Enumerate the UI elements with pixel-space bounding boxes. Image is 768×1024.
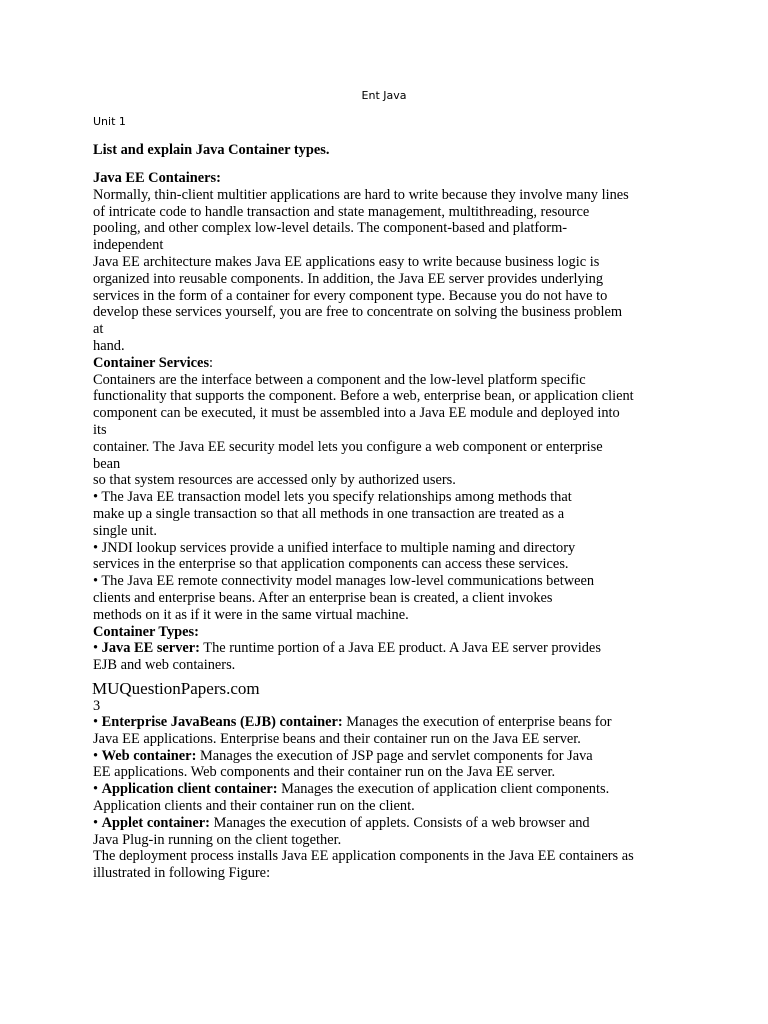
watermark-text: MUQuestionPapers.com: [92, 679, 260, 698]
bullet-line: • The Java EE remote connectivity model manages low-level communications between: [93, 573, 595, 590]
section-java-ee-containers: [93, 170, 693, 674]
paragraph-line: EE applications. Web components and their container run on the Java EE server.: [93, 764, 556, 781]
paragraph-line: Containers are the interface between a component and the low-level platform specific: [93, 371, 586, 388]
bullet-label: Enterprise JavaBeans (EJB) container:: [101, 714, 343, 730]
paragraph-line: methods on it as if it were in the same virtual machine.: [93, 606, 409, 623]
bullet-text: Manages the execution of applets. Consists of a web browser and: [209, 814, 590, 831]
paragraph-line: its: [93, 421, 107, 438]
paragraph-line: Java Plug-in running on the client together.: [93, 831, 342, 848]
paragraph-line: services in the form of a container for every component type. Because you do not have to: [93, 287, 608, 304]
paragraph-line: organized into reusable components. In addition, the Java EE server provides underlying: [93, 270, 604, 287]
paragraph-line: pooling, and other complex low-level details. The component-based and platform-: [93, 220, 568, 237]
heading-colon: :: [209, 354, 214, 371]
paragraph-line: Java EE architecture makes Java EE applications easy to write because business logic is: [93, 253, 600, 270]
unit-label: Unit 1: [93, 115, 126, 128]
bullet-icon: •: [93, 640, 102, 657]
bullet-line: [93, 815, 693, 832]
bullet-line: [93, 714, 693, 731]
paragraph-line: Application clients and their container run on the client.: [93, 797, 415, 814]
bullet-text: Manages the execution of enterprise beans for: [342, 714, 612, 730]
bullet-label: Web container:: [101, 747, 197, 764]
bullet-line: • JNDI lookup services provide a unified interface to multiple naming and directory: [93, 539, 576, 556]
section-heading: Java EE Containers:: [93, 170, 221, 186]
page-number: 3: [93, 698, 101, 714]
paragraph-line: develop these services yourself, you are free to concentrate on solving the business problem: [93, 304, 623, 321]
paragraph-line: container. The Java EE security model lets you configure a web component or enterprise: [93, 438, 603, 455]
bullet-line: • The Java EE transaction model lets you specify relationships among methods that: [93, 489, 572, 506]
bullet-icon: •: [93, 747, 102, 764]
paragraph-line: at: [93, 321, 104, 338]
paragraph-line: component can be executed, it must be assembled into a Java EE module and deployed into: [93, 405, 620, 422]
section-heading-row: [93, 355, 693, 372]
paragraph-line: independent: [93, 237, 164, 254]
bullet-line: [93, 640, 693, 657]
bullet-icon: •: [93, 714, 102, 730]
bullet-label: Java EE server:: [101, 640, 200, 657]
paragraph-line: hand.: [93, 337, 125, 354]
paragraph-line: EJB and web containers.: [93, 657, 236, 674]
bullet-text: The runtime portion of a Java EE product. A Java EE server provides: [199, 640, 601, 657]
bullet-text: Manages the execution of JSP page and servlet components for Java: [196, 747, 593, 764]
section-heading: Container Types:: [93, 623, 199, 640]
paragraph-line: single unit.: [93, 522, 157, 539]
paragraph-line: illustrated in following Figure:: [93, 865, 271, 882]
paragraph-line: of intricate code to handle transaction and state management, multithreading, resource: [93, 203, 590, 220]
paragraph-line: make up a single transaction so that all methods in one transaction are treated as a: [93, 505, 565, 522]
bullet-icon: •: [93, 781, 102, 798]
bullet-label: Applet container:: [101, 814, 210, 831]
paragraph-line: The deployment process installs Java EE application components in the Java EE containers as: [93, 848, 634, 865]
section-container-list: [93, 714, 693, 882]
bullet-line: [93, 748, 693, 765]
paragraph-line: functionality that supports the component. Before a web, enterprise bean, or application client: [93, 388, 634, 405]
bullet-text: Manages the execution of application client components.: [277, 781, 610, 798]
page-header: Ent Java: [361, 89, 407, 102]
paragraph-line: Java EE applications. Enterprise beans and their container run on the Java EE server.: [93, 730, 581, 747]
bullet-line: [93, 781, 693, 798]
paragraph-line: clients and enterprise beans. After an enterprise bean is created, a client invokes: [93, 589, 553, 606]
paragraph-line: services in the enterprise so that application components can access these services.: [93, 556, 569, 573]
question-title: List and explain Java Container types.: [93, 142, 330, 158]
bullet-label: Application client container:: [101, 781, 278, 798]
section-heading: Container Services: [93, 354, 210, 371]
paragraph-line: so that system resources are accessed only by authorized users.: [93, 472, 456, 489]
paragraph-line: Normally, thin-client multitier applications are hard to write because they involve many lines: [93, 186, 629, 203]
bullet-icon: •: [93, 814, 102, 831]
paragraph-line: bean: [93, 455, 121, 472]
